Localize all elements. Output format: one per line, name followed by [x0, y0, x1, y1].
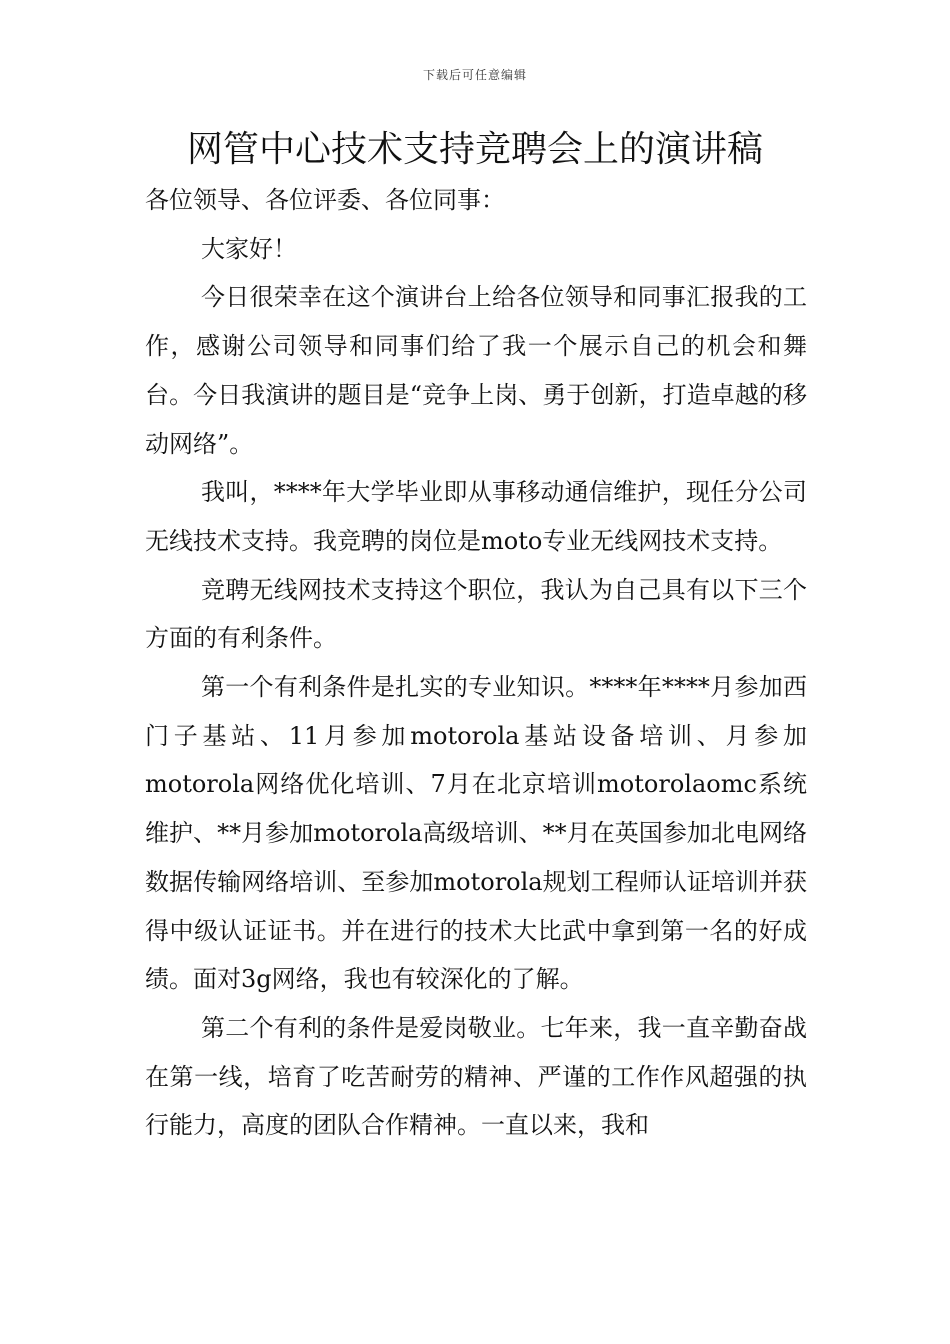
paragraph-first-condition: 第一个有利条件是扎实的专业知识。****年****月参加西门子基站、11月参加motorola基站设备培训、月参加motorola网络优化培训、7月在北京培训motorolaomc系统维护、**月参加motorola高级培训、**月在英国参加北电网络数据传输网络培训、至参加motorola规划工程师认证培训并获得中级认证证书。并在进行的技术大比武中拿到第一名的好成绩。面对3g网络，我也有较深化的了解。	[145, 673, 807, 994]
paragraph-intro: 今日很荣幸在这个演讲台上给各位领导和同事汇报我的工作，感谢公司领导和同事们给了我一个展示自己的机会和舞台。今日我演讲的题目是“竞争上岗、勇于创新，打造卓越的移动网络”。	[145, 283, 807, 458]
paragraph-conditions-overview: 竞聘无线网技术支持这个职位，我认为自己具有以下三个方面的有利条件。	[145, 575, 807, 653]
paragraph-self-introduction: 我叫，****年大学毕业即从事移动通信维护，现任分公司无线技术支持。我竞聘的岗位是moto专业无线网技术支持。	[145, 478, 807, 555]
header-note: 下载后可任意编辑	[422, 68, 527, 82]
paragraph-greeting: 大家好！	[201, 234, 297, 263]
document-body	[145, 176, 807, 1150]
document-title: 网管中心技术支持竞聘会上的演讲稿	[186, 129, 763, 170]
salutation: 各位领导、各位评委、各位同事：	[145, 186, 505, 214]
paragraph-second-condition: 第二个有利的条件是爱岗敬业。七年来，我一直辛勤奋战在第一线，培育了吃苦耐劳的精神、严谨的工作作风超强的执行能力，高度的团队合作精神。一直以来，我和	[145, 1013, 807, 1140]
